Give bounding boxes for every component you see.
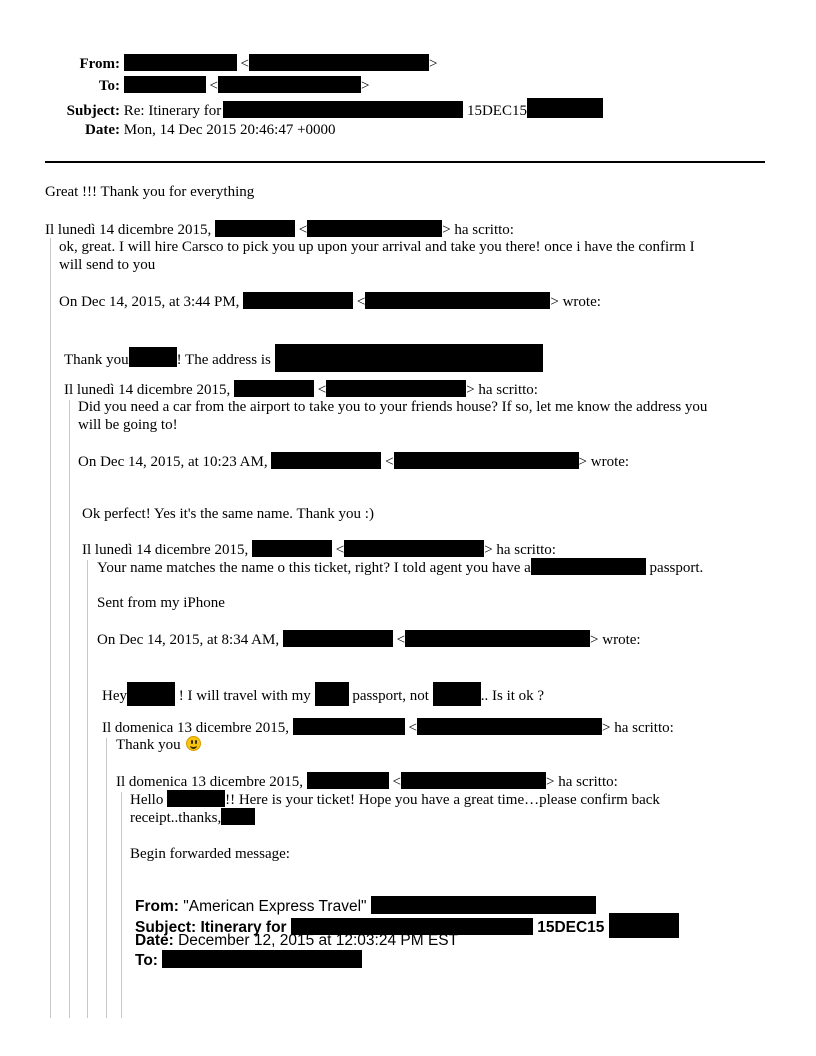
redaction — [433, 682, 481, 706]
quote-bar — [69, 400, 70, 1018]
quote-body: Sent from my iPhone — [97, 595, 225, 611]
quote-body: will send to you — [59, 257, 156, 273]
header-date — [40, 121, 336, 139]
redaction — [371, 896, 596, 914]
redaction — [221, 808, 255, 825]
quote-body: will be going to! — [78, 417, 178, 433]
quote-body: receipt..thanks, — [130, 808, 255, 827]
redaction — [307, 220, 442, 237]
redaction — [307, 772, 389, 789]
redaction — [527, 98, 603, 118]
redaction — [249, 54, 429, 71]
from-label: From: — [79, 56, 120, 72]
forwarded-intro: Begin forwarded message: — [130, 846, 290, 862]
fwd-subject-code: 15DEC15 — [537, 919, 605, 936]
header-subject — [40, 98, 603, 120]
quote-attribution: Il domenica 13 dicembre 2015, < > ha scritto: — [102, 720, 674, 736]
redaction — [326, 380, 466, 397]
redaction — [271, 452, 381, 469]
date-value: Mon, 14 Dec 2015 20:46:47 +0000 — [123, 122, 336, 138]
redaction — [127, 682, 175, 706]
subject-code: 15DEC15 — [466, 103, 527, 119]
fwd-subject-label: Subject: Itinerary for — [135, 919, 287, 936]
redaction — [394, 452, 579, 469]
redaction — [405, 630, 590, 647]
reply-text: Great !!! Thank you for everything — [45, 184, 255, 200]
quote-bar — [87, 560, 88, 1018]
redaction — [223, 101, 463, 118]
quote-attribution: Il domenica 13 dicembre 2015, < > ha scritto: — [116, 774, 618, 790]
redaction — [365, 292, 550, 309]
fwd-date-value: December 12, 2015 at 12:03:24 PM EST — [178, 932, 459, 949]
quote-body: Thank you ! The address is — [64, 344, 543, 372]
fwd-to — [135, 950, 362, 969]
redaction — [243, 292, 353, 309]
redaction — [609, 913, 679, 938]
fwd-date — [135, 932, 458, 949]
quote-body: Hey ! I will travel with my passport, not .. Is it ok ? — [102, 682, 544, 706]
redaction — [252, 540, 332, 557]
header-divider — [45, 161, 765, 163]
to-label: To: — [98, 78, 120, 94]
quote-attribution: Il lunedì 14 dicembre 2015, < > ha scritto: — [45, 222, 514, 238]
quote-attribution: Il lunedì 14 dicembre 2015, < > ha scritto: — [64, 382, 538, 398]
redaction — [124, 54, 237, 71]
fwd-to-label: To: — [135, 952, 158, 969]
header-from: From: < > — [40, 54, 437, 73]
date-label: Date: — [85, 122, 120, 138]
redaction — [234, 380, 314, 397]
quote-body: Ok perfect! Yes it's the same name. Thank you :) — [82, 506, 374, 522]
quote-attribution: Il lunedì 14 dicembre 2015, < > ha scritto: — [82, 542, 556, 558]
redaction — [218, 76, 361, 93]
fwd-from-label: From: — [135, 898, 179, 915]
quote-attribution: On Dec 14, 2015, at 8:34 AM, < > wrote: — [97, 632, 641, 648]
redaction — [401, 772, 546, 789]
quote-body: Hello !! Here is your ticket! Hope you have a great time…please confirm back — [130, 792, 660, 808]
smiley-icon — [186, 736, 201, 751]
redaction — [162, 950, 362, 968]
redaction — [315, 682, 349, 706]
quote-body: Thank you — [116, 736, 201, 754]
redaction — [283, 630, 393, 647]
redaction — [215, 220, 295, 237]
quote-bar — [50, 238, 51, 1018]
redaction — [275, 344, 543, 372]
redaction — [344, 540, 484, 557]
redaction — [167, 790, 225, 807]
header-to: To: < > — [40, 76, 369, 95]
quote-body: Your name matches the name o this ticket, right? I told agent you have a passport. — [97, 560, 704, 576]
quote-body: Did you need a car from the airport to take you to your friends house? If so, let me know the address you — [78, 399, 708, 415]
subject-label: Subject: — [66, 103, 120, 119]
redaction — [129, 347, 177, 367]
quote-attribution: On Dec 14, 2015, at 10:23 AM, < > wrote: — [78, 454, 630, 470]
quote-bar — [106, 738, 107, 1018]
redaction — [124, 76, 206, 93]
quote-attribution: On Dec 14, 2015, at 3:44 PM, < > wrote: — [59, 294, 601, 310]
redaction — [293, 718, 405, 735]
quote-bar — [121, 792, 122, 1018]
quote-body: ok, great. I will hire Carsco to pick you up upon your arrival and take you there! once i have the confirm I — [59, 239, 695, 255]
fwd-from-value: "American Express Travel" — [183, 898, 367, 915]
redaction — [531, 558, 646, 575]
fwd-date-label: Date: — [135, 932, 174, 949]
redaction — [417, 718, 602, 735]
subject-prefix: Re: Itinerary for — [123, 103, 222, 119]
